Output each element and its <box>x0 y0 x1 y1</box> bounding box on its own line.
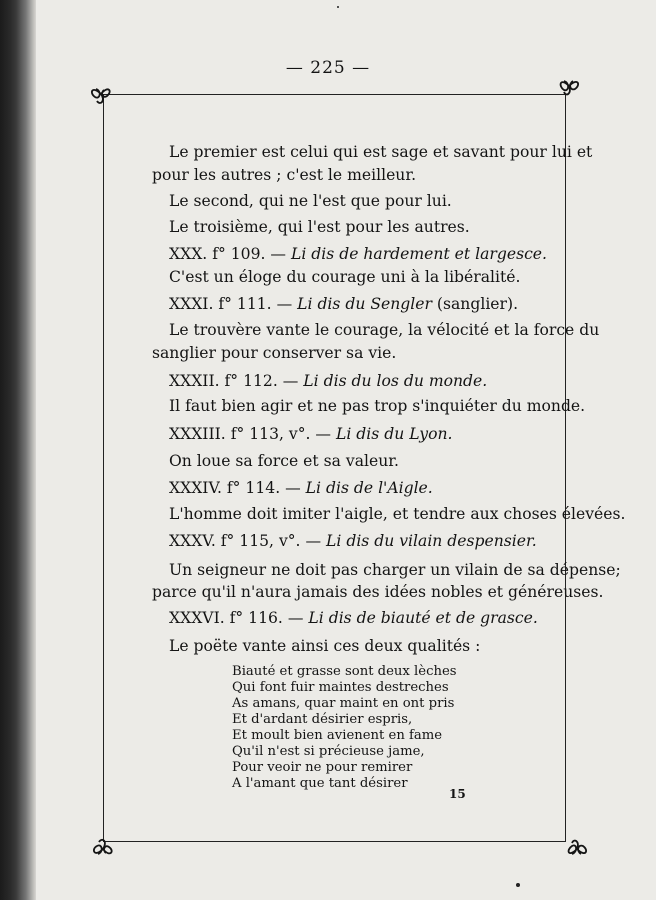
entry-description: L'homme doit imiter l'aigle, et tendre aux choses élevées. <box>169 505 626 523</box>
entry-description: On loue sa force et sa valeur. <box>169 452 399 470</box>
entry-description: Un seigneur ne doit pas charger un vilain de sa dépense; <box>169 561 621 579</box>
entry-heading-xxxi <box>169 294 518 314</box>
verse-line: Et d'ardant désirier espris, <box>232 712 413 727</box>
entry-description: parce qu'il n'aura jamais des idées nobles et généreuses. <box>152 583 604 601</box>
entry-title: Li dis du los du monde. <box>303 372 488 390</box>
paragraph-line: Le second, qui ne l'est que pour lui. <box>169 192 452 210</box>
entry-ref: XXXIV. f° 114. — <box>169 479 306 497</box>
verse-line: Et moult bien avienent en fame <box>232 728 443 743</box>
verse-line: Pour veoir ne pour remirer <box>232 760 413 775</box>
entry-description: C'est un éloge du courage uni à la libéralité. <box>169 268 521 286</box>
entry-title: Li dis du vilain despensier. <box>326 532 537 550</box>
paragraph-line: pour les autres ; c'est le meilleur. <box>152 166 417 184</box>
print-speck <box>516 883 520 887</box>
entry-title: Li dis de hardement et largesce. <box>290 245 547 263</box>
entry-heading-xxxvi <box>169 608 538 628</box>
entry-title: Li dis de biauté et de grasce. <box>308 609 538 627</box>
verse-line: A l'amant que tant désirer <box>232 776 408 791</box>
entry-title: Li dis du Sengler <box>297 295 432 313</box>
entry-ref: XXXIII. f° 113, v°. — <box>169 425 336 443</box>
entry-title: Li dis de l'Aigle. <box>305 479 433 497</box>
corner-ornament-top-left <box>88 81 114 107</box>
verse-line: Qui font fuir maintes destreches <box>232 680 449 695</box>
entry-ref: XXXII. f° 112. — <box>169 372 304 390</box>
entry-description: Le trouvère vante le courage, la vélocité et la force du <box>169 321 600 339</box>
corner-ornament-bottom-right <box>564 836 590 862</box>
entry-ref: XXX. f° 109. — <box>169 245 291 263</box>
corner-ornament-top-right <box>556 73 582 99</box>
verse-line: As amans, quar maint en ont pris <box>232 696 455 711</box>
entry-heading-xxxiii <box>169 424 452 444</box>
corner-ornament-bottom-left <box>90 836 116 862</box>
entry-ref: XXXVI. f° 116. — <box>169 609 309 627</box>
entry-description: sanglier pour conserver sa vie. <box>152 344 397 362</box>
entry-heading-xxxiv <box>169 478 433 498</box>
page-number: — 225 — <box>285 58 371 78</box>
entry-heading-xxx <box>169 244 547 264</box>
verse-line: Qu'il n'est si précieuse jame, <box>232 744 425 759</box>
print-speck <box>337 6 339 8</box>
entry-heading-xxxii <box>169 371 487 391</box>
entry-description: Il faut bien agir et ne pas trop s'inquiéter du monde. <box>169 397 586 415</box>
entry-description: Le poëte vante ainsi ces deux qualités : <box>169 637 481 655</box>
binding-shadow <box>0 0 36 900</box>
entry-ref: XXXV. f° 115, v°. — <box>169 532 327 550</box>
printer-signature-mark: 15 <box>449 787 466 801</box>
paragraph-line: Le premier est celui qui est sage et savant pour lui et <box>169 143 593 161</box>
entry-ref: XXXI. f° 111. — <box>169 295 298 313</box>
entry-heading-xxxv <box>169 531 537 551</box>
verse-line: Biauté et grasse sont deux lèches <box>232 664 457 679</box>
entry-gloss: (sanglier). <box>431 295 519 313</box>
paragraph-line: Le troisième, qui l'est pour les autres. <box>169 218 470 236</box>
entry-title: Li dis du Lyon. <box>335 425 453 443</box>
